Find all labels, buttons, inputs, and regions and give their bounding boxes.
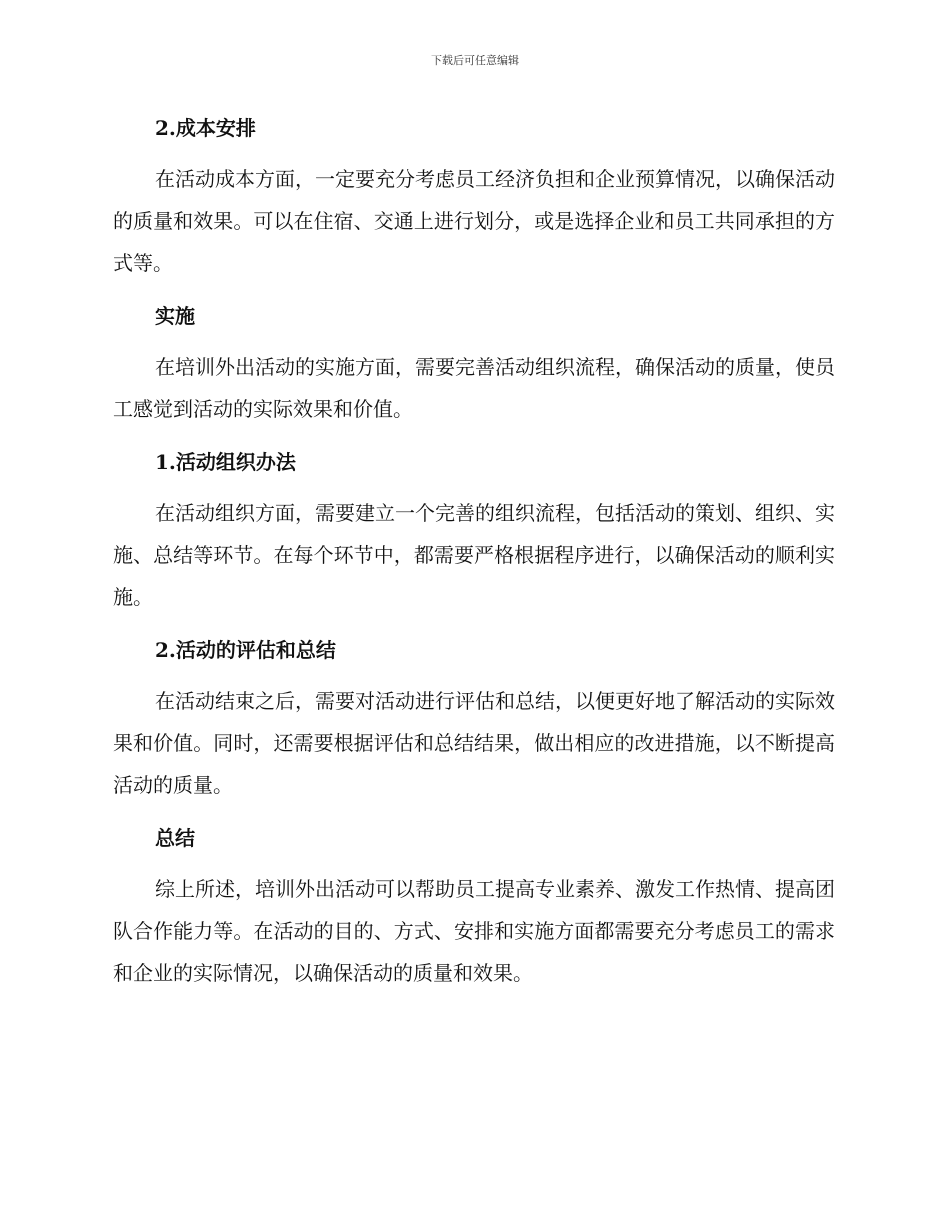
section-paragraph: 综上所述，培训外出活动可以帮助员工提高专业素养、激发工作热情、提高团队合作能力等。在活动的目的、方式、安排和实施方面都需要充分考虑员工的需求和企业的实际情况，以确保活动的质量和效果。 xyxy=(113,877,835,985)
section-heading: 实施 xyxy=(155,304,195,328)
page-header: 下载后可任意编辑 xyxy=(431,54,519,67)
section-evaluation-summary xyxy=(113,630,835,806)
section-paragraph: 在活动成本方面，一定要充分考虑员工经济负担和企业预算情况，以确保活动的质量和效果。可以在住宿、交通上进行划分，或是选择企业和员工共同承担的方式等。 xyxy=(113,167,835,275)
document-body xyxy=(113,108,835,1006)
section-cost-arrangement xyxy=(113,108,835,284)
section-conclusion xyxy=(113,818,835,994)
section-heading: 总结 xyxy=(155,826,195,850)
section-organization-method xyxy=(113,442,835,618)
section-heading: 2.成本安排 xyxy=(155,116,256,140)
section-implementation xyxy=(113,296,835,430)
section-heading: 2.活动的评估和总结 xyxy=(155,638,336,662)
section-paragraph: 在活动组织方面，需要建立一个完善的组织流程，包括活动的策划、组织、实施、总结等环节。在每个环节中，都需要严格根据程序进行，以确保活动的顺利实施。 xyxy=(113,501,835,609)
section-paragraph: 在活动结束之后，需要对活动进行评估和总结，以便更好地了解活动的实际效果和价值。同时，还需要根据评估和总结结果，做出相应的改进措施，以不断提高活动的质量。 xyxy=(113,689,835,797)
section-heading: 1.活动组织办法 xyxy=(155,450,296,474)
section-paragraph: 在培训外出活动的实施方面，需要完善活动组织流程，确保活动的质量，使员工感觉到活动的实际效果和价值。 xyxy=(113,355,835,421)
